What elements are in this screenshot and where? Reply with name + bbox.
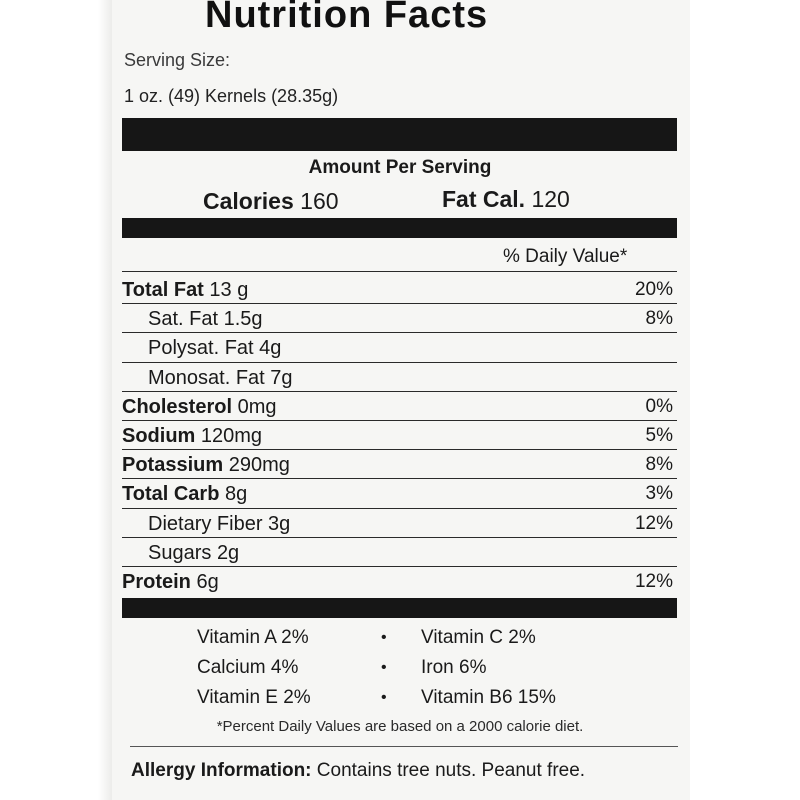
nutrient-label: Sugars [148, 541, 212, 564]
nutrient-amount: 120mg [200, 425, 263, 447]
nutrient-amount: 6g [196, 571, 219, 593]
calories-label: Calories [203, 188, 294, 214]
nutrient-row [122, 538, 673, 566]
nutrient-amount: 2g [216, 541, 240, 564]
label-title: Nutrition Facts [205, 0, 489, 36]
nutrient-label: Total Fat [122, 279, 204, 301]
nutrient-name [148, 513, 290, 536]
divider-bar-middle [122, 218, 677, 238]
nutrient-label: Sat. Fat [148, 308, 219, 331]
serving-size-value: 1 oz. (49) Kernels (28.35g) [124, 86, 339, 106]
fat-calories-line [442, 186, 570, 213]
nutrient-row [122, 392, 673, 420]
vitamin-left: Vitamin A 2% [197, 627, 309, 648]
nutrient-label: Monosat. Fat [148, 366, 265, 389]
nutrient-amount: 4g [259, 337, 282, 360]
nutrient-amount: 290mg [228, 454, 290, 477]
divider-bar-top [122, 118, 677, 151]
nutrient-amount: 1.5g [223, 308, 263, 331]
nutrient-label: Sodium [122, 425, 196, 447]
nutrient-daily-value: 8% [645, 454, 673, 476]
nutrient-name [122, 425, 262, 448]
nutrient-amount: 0mg [237, 395, 277, 418]
nutrient-daily-value: 12% [634, 512, 673, 534]
nutrient-name [148, 308, 263, 331]
allergy-line [131, 760, 585, 782]
bullet-icon: • [381, 659, 387, 676]
vitamin-right: Iron 6% [421, 657, 487, 678]
label-edge-shadow [98, 0, 112, 800]
calories-line [203, 188, 339, 215]
nutrient-label: Dietary Fiber [148, 512, 263, 535]
fat-calories-label: Fat Cal. [442, 186, 526, 212]
allergy-separator [130, 746, 678, 747]
nutrient-row [122, 509, 673, 537]
nutrient-label: Protein [122, 571, 191, 593]
allergy-text: Contains tree nuts. Peanut free. [316, 760, 586, 781]
bullet-icon: • [381, 629, 387, 646]
vitamin-left: Vitamin E 2% [197, 687, 311, 708]
vitamin-right: Vitamin B6 15% [421, 687, 556, 708]
nutrient-amount: 7g [270, 366, 293, 389]
calories-value: 160 [300, 188, 339, 214]
nutrient-row [122, 479, 673, 507]
nutrient-name [148, 542, 239, 565]
nutrient-label: Total Carb [122, 483, 220, 506]
nutrient-name [148, 367, 293, 390]
allergy-label: Allergy Information: [131, 760, 312, 781]
serving-size-label: Serving Size: [124, 50, 231, 70]
bullet-icon: • [381, 689, 387, 706]
daily-value-header: % Daily Value* [503, 246, 628, 267]
nutrient-row [122, 304, 673, 332]
nutrient-amount: 13 g [209, 279, 249, 301]
nutrient-daily-value: 8% [645, 308, 673, 330]
nutrient-daily-value: 0% [645, 395, 673, 417]
vitamin-left: Calcium 4% [197, 657, 299, 678]
nutrient-row [122, 567, 673, 595]
nutrient-label: Polysat. Fat [148, 337, 254, 360]
amount-per-serving: Amount Per Serving [308, 157, 492, 178]
nutrient-daily-value: 12% [634, 571, 673, 592]
nutrient-name [122, 454, 290, 477]
nutrient-daily-value: 5% [645, 425, 673, 446]
nutrient-amount: 3g [268, 512, 291, 535]
nutrient-name [148, 337, 281, 360]
divider-bar-bottom [122, 598, 677, 618]
rule [122, 271, 677, 272]
daily-value-footnote: *Percent Daily Values are based on a 2000 calorie diet. [216, 718, 584, 735]
nutrient-label: Cholesterol [122, 395, 233, 418]
nutrient-row [122, 333, 673, 361]
nutrient-row [122, 450, 673, 478]
nutrient-row [122, 421, 673, 449]
nutrient-row [122, 363, 673, 391]
nutrient-row [122, 275, 673, 303]
nutrient-daily-value: 20% [634, 279, 673, 300]
nutrient-name [122, 483, 247, 506]
nutrient-name [122, 279, 248, 302]
nutrient-name [122, 571, 219, 594]
fat-calories-value: 120 [531, 186, 570, 212]
nutrient-label: Potassium [122, 454, 224, 477]
nutrient-name [122, 396, 277, 419]
vitamin-right: Vitamin C 2% [421, 627, 536, 648]
nutrient-amount: 8g [224, 483, 248, 506]
nutrient-daily-value: 3% [645, 483, 673, 505]
